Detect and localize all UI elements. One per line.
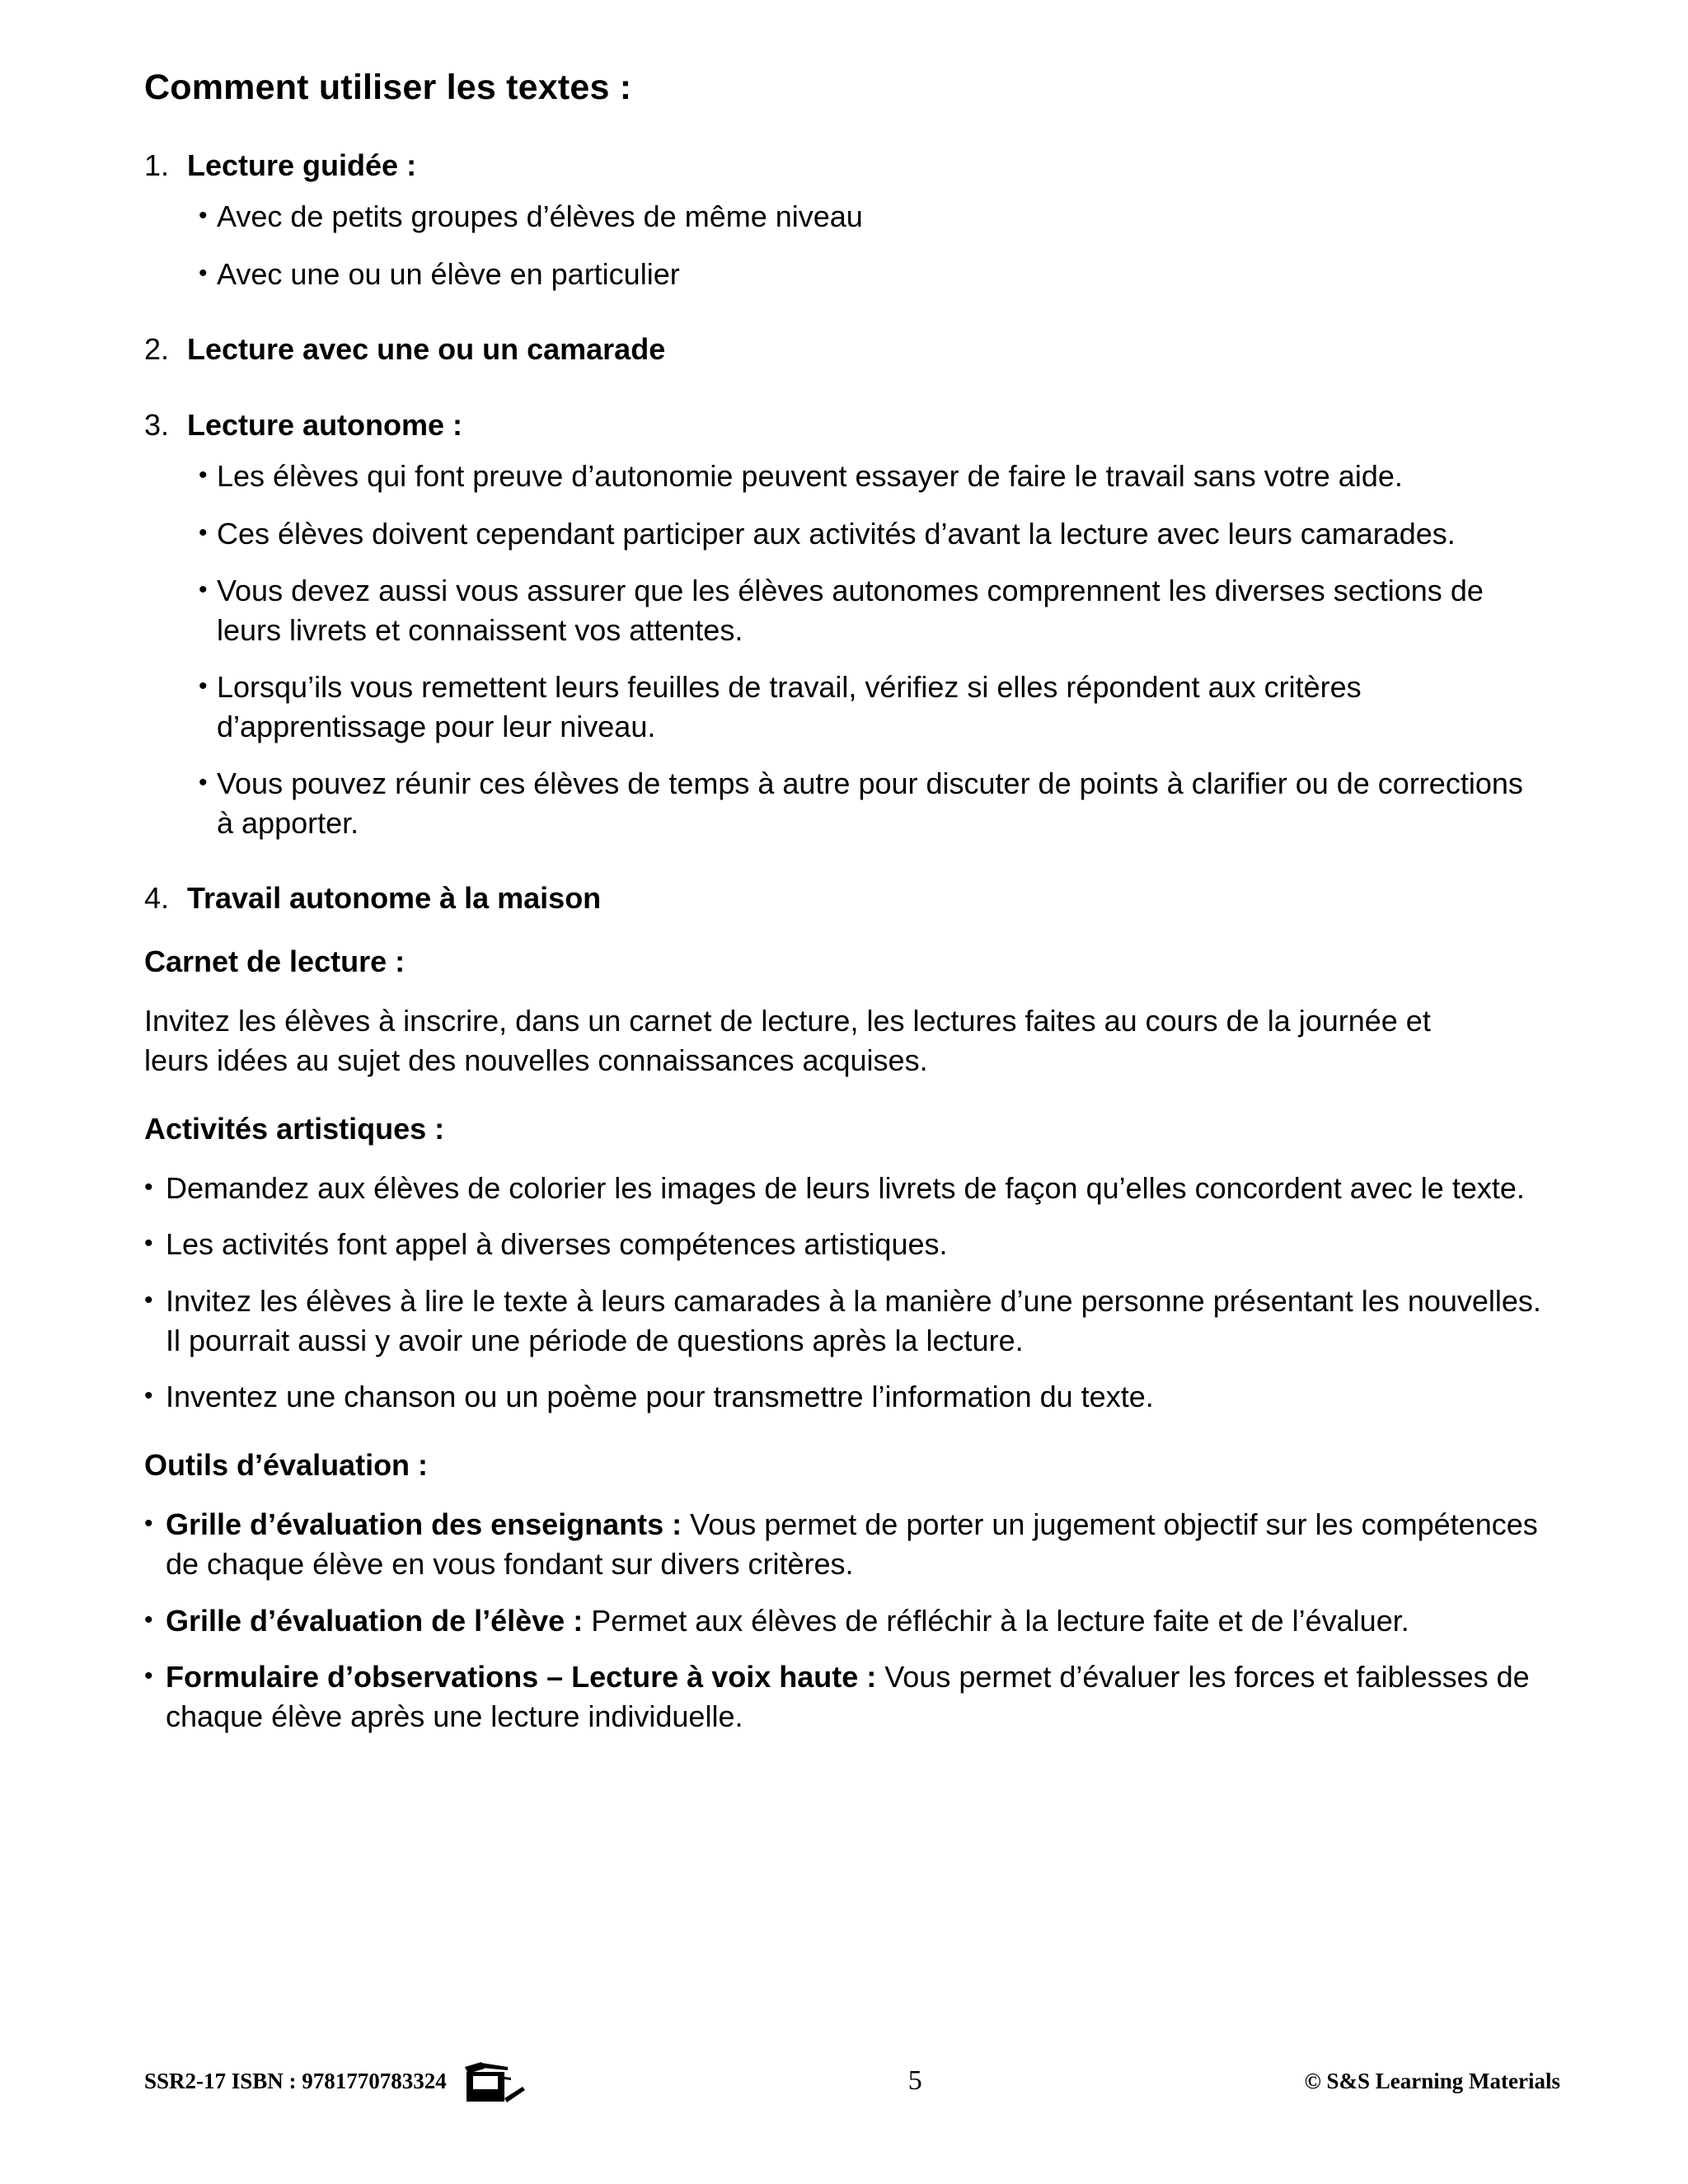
numbered-item-1-bullets [192, 197, 1545, 293]
list-item-text: Permet aux élèves de réfléchir à la lecture faite et de l’évaluer. [583, 1603, 1409, 1638]
bullet-icon: • [199, 202, 208, 230]
numbered-item-1-number: 1. [144, 148, 170, 183]
list-item-text: Inventez une chanson ou un poème pour transmettre l’information du texte. [166, 1380, 1154, 1414]
list-item [192, 255, 1545, 294]
list-item [192, 514, 1545, 554]
section-heading-activites-artistiques: Activités artistiques : [144, 1112, 445, 1146]
list-item [144, 1169, 1545, 1208]
list-item-text: Ces élèves doivent cependant participer aux activités d’avant la lecture avec leurs camarades. [217, 516, 1456, 551]
list-item-text: Les activités font appel à diverses compétences artistiques. [166, 1227, 948, 1262]
list-item-text: Lorsqu’ils vous remettent leurs feuilles de travail, vérifiez si elles répondent aux critères d’apprentissage pour leur niveau. [217, 670, 1362, 743]
numbered-item-1-label: Lecture guidée : [187, 148, 417, 183]
activites-artistiques-bullets [144, 1169, 1545, 1417]
list-item-text: Demandez aux élèves de colorier les images de leurs livrets de façon qu’elles concordent avec le texte. [166, 1171, 1525, 1206]
section-heading-outils-devaluation: Outils d’évaluation : [144, 1448, 429, 1483]
list-item [144, 1601, 1545, 1641]
list-item [192, 197, 1545, 237]
bullet-icon: • [199, 576, 208, 604]
footer-copyright: © S&S Learning Materials [1304, 2068, 1560, 2093]
list-item-text: Vous permet de porter un jugement objectif sur les compétences de chaque élève en vous fondant sur divers critères. [166, 1507, 1538, 1582]
numbered-item-3-label: Lecture autonome : [187, 408, 463, 443]
list-item-text: Avec de petits groupes d’élèves de même niveau [217, 199, 863, 234]
list-item [144, 1282, 1545, 1361]
list-item-text: Les élèves qui font preuve d’autonomie peuvent essayer de faire le travail sans votre aide. [217, 459, 1403, 494]
footer-left-group [144, 2055, 526, 2107]
numbered-item-3-bullets [192, 457, 1545, 842]
list-item [192, 571, 1545, 649]
list-item-text: Avec une ou un élève en particulier [217, 256, 680, 291]
list-item-lead: Grille d’évaluation de l’élève : [166, 1603, 584, 1638]
list-item-text: Vous pouvez réunir ces élèves de temps à autre pour discuter de points à clarifier ou de corrections à apporter. [217, 766, 1523, 840]
section-paragraph-carnet-de-lecture: Invitez les élèves à inscrire, dans un carnet de lecture, les lectures faites au cours de la journée et leurs idées au sujet des nouvelles connaissances acquises. [144, 1003, 1431, 1078]
numbered-item-2-label: Lecture avec une ou un camarade [187, 332, 666, 367]
section-heading-carnet-de-lecture: Carnet de lecture : [144, 944, 406, 979]
bullet-icon: • [144, 1230, 153, 1258]
list-item [144, 1505, 1545, 1584]
bullet-icon: • [199, 259, 208, 287]
book-logo-icon [462, 2055, 526, 2107]
list-item [192, 764, 1545, 842]
page-content [144, 68, 1545, 1753]
bullet-icon: • [199, 462, 208, 490]
list-item [192, 457, 1545, 496]
footer-isbn: SSR2-17 ISBN : 9781770783324 [144, 2068, 447, 2093]
list-item-lead: Grille d’évaluation des enseignants : [166, 1507, 682, 1542]
list-item [144, 1657, 1545, 1736]
numbered-item-1 [144, 146, 1545, 185]
numbered-item-4-number: 4. [144, 881, 170, 916]
list-item [144, 1377, 1545, 1417]
bullet-icon: • [199, 518, 208, 546]
list-item [192, 668, 1545, 746]
list-item [144, 1225, 1545, 1264]
page-title: Comment utiliser les textes : [144, 68, 632, 107]
numbered-item-3-number: 3. [144, 408, 170, 443]
outils-devaluation-bullets [144, 1505, 1545, 1736]
footer-page-number: 5 [907, 2065, 922, 2096]
bullet-icon: • [199, 769, 208, 797]
bullet-icon: • [144, 1605, 153, 1633]
bullet-icon: • [144, 1382, 153, 1410]
list-item-text: Invitez les élèves à lire le texte à leurs camarades à la manière d’une personne présentant les nouvelles. Il pourrait aussi y avoir une période de questions après la lecture. [166, 1283, 1541, 1357]
bullet-icon: • [199, 673, 208, 701]
numbered-item-3 [144, 405, 1545, 445]
page-footer [144, 2052, 1560, 2110]
list-item-text: Vous devez aussi vous assurer que les élèves autonomes comprennent les diverses sections de leurs livrets et connaissent vos attentes. [217, 574, 1484, 647]
bullet-icon: • [144, 1510, 153, 1538]
bullet-icon: • [144, 1174, 153, 1202]
numbered-item-2-number: 2. [144, 332, 170, 367]
bullet-icon: • [144, 1661, 153, 1690]
bullet-icon: • [144, 1286, 153, 1314]
list-item-text: Vous permet d’évaluer les forces et faiblesses de chaque élève après une lecture individuelle. [166, 1659, 1530, 1734]
numbered-item-2 [144, 330, 1545, 369]
numbered-item-4 [144, 879, 1545, 918]
list-item-lead: Formulaire d’observations – Lecture à voix haute : [166, 1659, 877, 1694]
numbered-item-4-label: Travail autonome à la maison [187, 881, 602, 916]
